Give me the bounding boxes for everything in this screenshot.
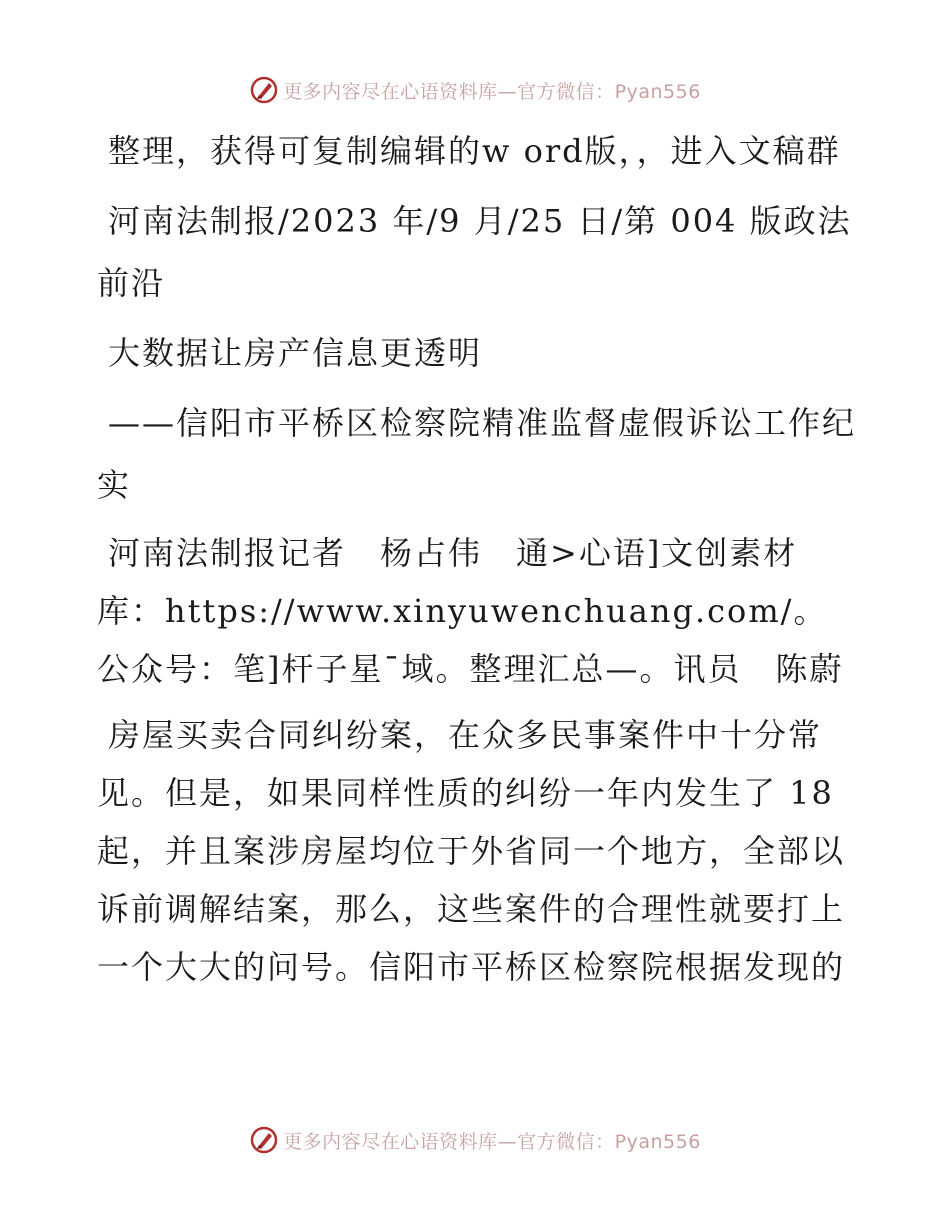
intro-line: 整理，获得可复制编辑的w ord版，，进入文稿群 (108, 132, 841, 170)
article-subtitle: ——信阳市平桥区检察院精准监督虚假诉讼工作纪实 (97, 404, 857, 504)
footer-watermark (0, 1120, 950, 1160)
header-watermark (0, 70, 950, 110)
body-paragraph: 房屋买卖合同纠纷案，在众多民事案件中十分常见。但是，如果同样性质的纠纷一年内发生了 18 起，并且案涉房屋均位于外省同一个地方，全部以诉前调解结案，那么，这些案件的合理性就要打上一个大大的问号。信阳市平桥区检察院根据发现的 (97, 716, 846, 986)
source-line: 河南法制报/2023 年/9 月/25 日/第 004 版政法前沿 (97, 202, 852, 302)
watermark-text: 更多内容尽在心语资料库—官方微信：Pyan556 (283, 1130, 701, 1153)
pen-seal-icon (249, 1125, 279, 1155)
watermark-text: 更多内容尽在心语资料库—官方微信：Pyan556 (283, 80, 701, 103)
pen-seal-icon (249, 75, 279, 105)
byline: 河南法制报记者 杨占伟 通>心语]文创素材库：https://www.xinyuwenchuang.com/。公众号：笔]杆子星¯域。整理汇总—。讯员 陈蔚 (97, 534, 844, 688)
document-body (97, 120, 857, 1004)
article-title: 大数据让房产信息更透明 (108, 334, 483, 372)
